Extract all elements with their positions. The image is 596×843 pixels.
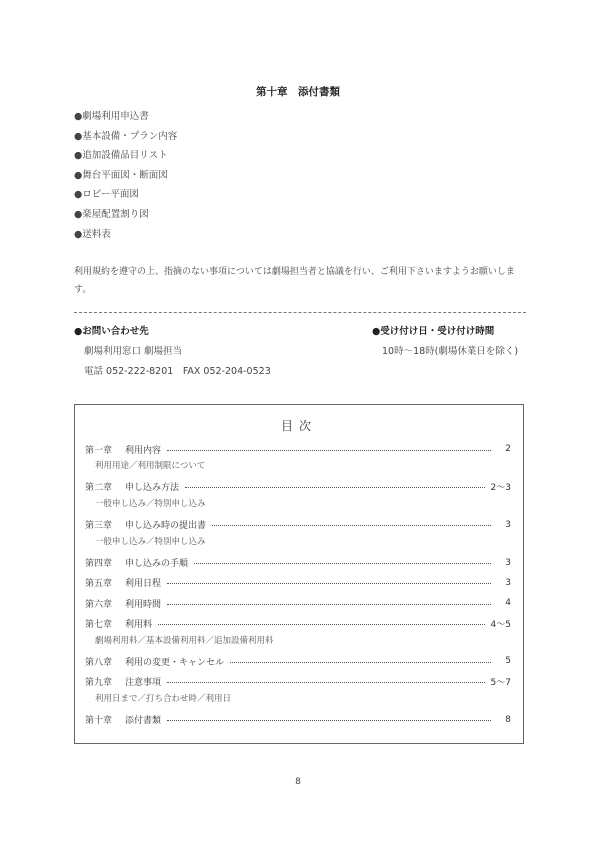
toc-entry-name: 利用時間 [125,599,162,610]
toc-page-number: 4 [505,598,511,609]
toc-chapter: 第四章 [85,559,113,570]
dashed-divider [74,312,526,313]
hours-heading: ●受け付け日・受け付け時間 [372,326,495,337]
reception-hours-section [372,322,542,362]
toc-subentry: 利用用途／利用制限について [95,461,206,472]
toc-entry-name: 添付書類 [125,716,162,727]
toc-leader-dots [167,682,485,683]
hours-time: 10時～18時(劇場休業日を除く) [382,346,519,357]
toc-leader-dots [167,450,491,451]
toc-entry [85,515,513,535]
toc-leader-dots [167,720,491,721]
list-item: ●楽屋配置割り図 [74,208,149,220]
toc-entry [85,614,513,634]
toc-chapter: 第一章 [85,445,113,456]
toc-entry [85,477,513,497]
contact-phone: 電話 052-222-8201 FAX 052-204-0523 [84,366,271,377]
toc-page-number: 5 [505,656,511,667]
toc-entry-name: 申し込み時の提出書 [125,521,207,532]
toc-page-number: 2～3 [490,483,511,494]
toc-entry-name: 利用日程 [125,579,162,590]
toc-entry-name: 利用料 [125,620,153,631]
toc-leader-dots [185,487,485,488]
toc-page-number: 4～5 [490,620,511,631]
toc-page-number: 2 [505,444,511,455]
chapter-title: 第十章 添付書類 [256,86,340,98]
table-of-contents [74,404,524,744]
contact-section [74,322,294,382]
toc-chapter: 第八章 [85,657,113,668]
toc-entry [85,439,513,459]
toc-leader-dots [194,563,491,564]
page-number: 8 [295,777,301,787]
toc-chapter: 第三章 [85,521,113,532]
toc-entry-name: 申し込み方法 [125,483,180,494]
list-item: ●送料表 [74,228,111,240]
toc-title: 目次 [280,419,317,433]
toc-leader-dots [158,624,485,625]
toc-entry-name: 利用の変更・キャンセル [125,657,225,668]
toc-page-number: 3 [505,519,511,530]
list-item: ●劇場利用申込書 [74,111,149,122]
toc-chapter: 第六章 [85,599,113,610]
toc-entry [85,709,513,729]
contact-org: 劇場利用窓口 劇場担当 [84,346,183,357]
toc-page-number: 5～7 [490,678,511,689]
toc-leader-dots [167,583,491,584]
toc-entry [85,573,513,593]
list-item: ●ロビー平面図 [74,189,139,201]
toc-subentry: 利用日まで／打ち合わせ時／利用日 [95,694,232,705]
toc-list [85,439,513,730]
toc-entry [85,593,513,613]
list-item: ●基本設備・プラン内容 [74,130,178,142]
list-item: ●追加設備品目リスト [74,150,168,162]
list-item: ●舞台平面図・断面図 [74,169,168,181]
toc-page-number: 3 [505,577,511,588]
toc-entry [85,672,513,692]
attached-documents-list [74,107,177,244]
toc-page-number: 3 [505,557,511,568]
toc-entry-name: 申し込みの手順 [125,559,189,570]
toc-leader-dots [212,525,491,526]
toc-entry-name: 利用内容 [125,445,162,456]
toc-entry [85,552,513,572]
toc-entry-name: 注意事項 [125,678,162,689]
toc-chapter: 第二章 [85,483,113,494]
toc-leader-dots [230,662,491,663]
toc-subentry: 一般申し込み／特別申し込み [95,499,206,510]
toc-chapter: 第七章 [85,620,113,631]
toc-subentry: 劇場利用料／基本設備利用料／追加設備利用料 [95,635,274,646]
toc-subentry: 一般申し込み／特別申し込み [95,536,206,547]
toc-leader-dots [167,604,491,605]
toc-chapter: 第五章 [85,579,113,590]
toc-page-number: 8 [505,714,511,725]
toc-chapter: 第九章 [85,678,113,689]
contact-heading: ●お問い合わせ先 [74,326,149,337]
usage-note: 利用規約を遵守の上、指摘のない事項については劇場担当者と協議を行い、ご利用下さいますようお願いします。 [74,267,515,295]
toc-chapter: 第十章 [85,716,113,727]
toc-entry [85,651,513,671]
